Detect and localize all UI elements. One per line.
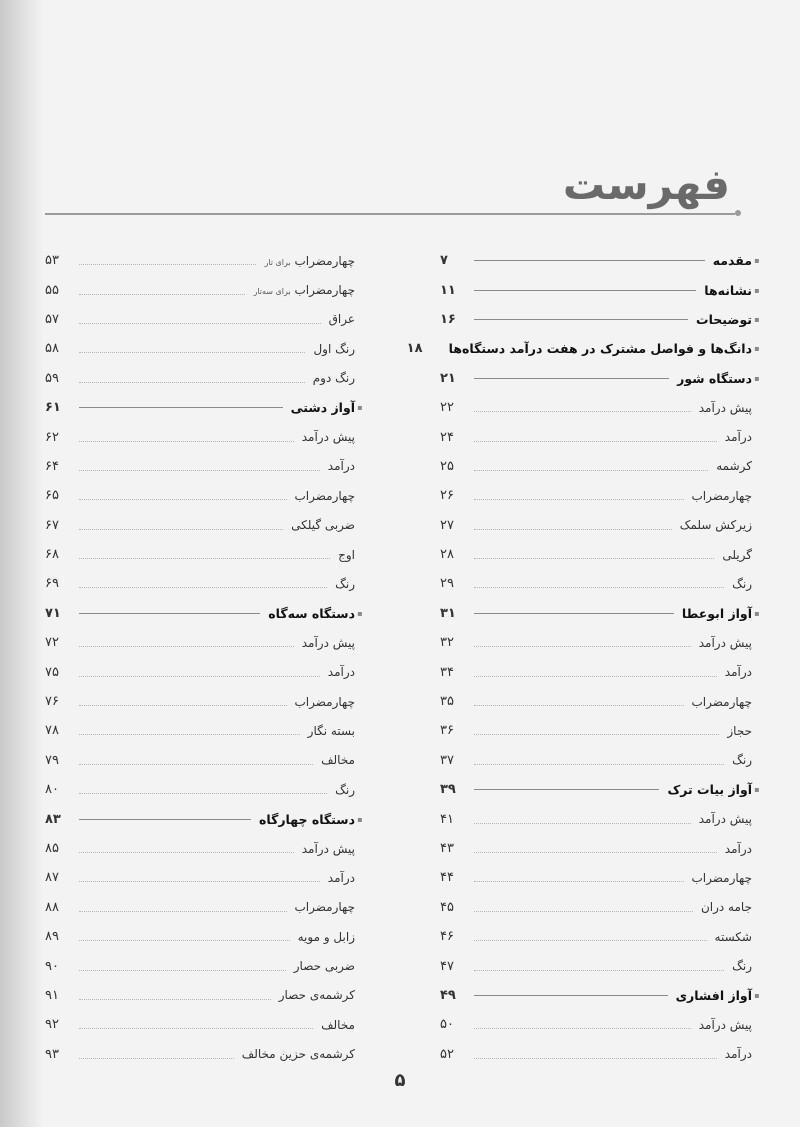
toc-entry-label (290, 959, 355, 973)
toc-entry-title: شکسته (714, 929, 752, 944)
toc-entry-title: دستگاه سه‌گاه (268, 605, 355, 621)
toc-entry-label (695, 1018, 752, 1032)
section-bullet-icon: ▪ (754, 256, 760, 266)
toc-entry-title: رنگ اول (313, 341, 355, 356)
toc-entry-title: درآمد (724, 665, 752, 680)
dot-leader (79, 999, 271, 1000)
toc-entry[interactable] (45, 334, 365, 363)
toc-entry-label (334, 548, 355, 562)
toc-entry[interactable] (440, 364, 762, 393)
toc-entry-label (331, 783, 355, 797)
toc-entry-title: اوج (338, 547, 355, 562)
toc-entry-label (325, 312, 355, 326)
toc-entry-label (721, 842, 752, 856)
toc-entry-label (695, 812, 752, 826)
dot-leader (79, 734, 300, 735)
toc-entry-label (445, 341, 752, 356)
dot-leader (79, 940, 290, 941)
toc-entry-page: ۷۵ (45, 664, 59, 680)
toc-entry-page: ۶۹ (45, 576, 59, 592)
toc-entry-page: ۱۸ (406, 341, 423, 357)
toc-entry-page: ۷۱ (45, 605, 61, 621)
book-spine-shadow (0, 0, 44, 1127)
toc-entry-title: مخالف (321, 753, 355, 768)
toc-column-right (406, 246, 762, 1069)
toc-entry-label (309, 371, 355, 385)
toc-entry[interactable] (45, 540, 365, 569)
dot-leader (474, 789, 659, 790)
toc-entry-title: کرشمه‌ی حزین مخالف (241, 1047, 355, 1062)
toc-entry-label (718, 548, 752, 562)
toc-entry-label (238, 1047, 355, 1061)
toc-entry-title: جامه دران (700, 900, 752, 915)
dot-leader (474, 260, 705, 261)
toc-entry-label (711, 930, 752, 944)
toc-entry[interactable] (45, 981, 365, 1010)
dot-leader (474, 378, 669, 379)
toc-entry-page: ۱۱ (440, 282, 456, 298)
toc-entry-label (298, 430, 355, 444)
toc-entry-label (721, 430, 752, 444)
dot-leader (79, 323, 321, 324)
toc-entry-title: چهارمضراب (294, 488, 355, 503)
toc-entry-title: دستگاه شور (677, 370, 752, 386)
toc-entry-page: ۵۳ (45, 253, 59, 269)
toc-entry[interactable] (45, 569, 365, 598)
toc-entry[interactable] (45, 305, 365, 334)
dot-leader (79, 705, 287, 706)
dot-leader (474, 613, 674, 614)
section-bullet-icon: ▪ (754, 373, 760, 383)
toc-entry-label (697, 900, 752, 914)
dot-leader (79, 499, 287, 500)
dot-leader (79, 470, 320, 471)
dot-leader (474, 499, 684, 500)
toc-entry-page: ۲۹ (440, 576, 454, 592)
dot-leader (474, 676, 717, 677)
dot-leader (79, 911, 287, 912)
toc-entry-page: ۶۱ (45, 400, 61, 416)
toc-entry-page: ۴۷ (440, 958, 454, 974)
section-bullet-icon: ▪ (754, 785, 760, 795)
toc-entry-title: رنگ (732, 576, 752, 591)
toc-entry-label (298, 636, 355, 650)
dot-leader (474, 558, 714, 559)
toc-entry-title: پیش درآمد (301, 430, 355, 445)
toc-entry-note: برای تار (264, 257, 291, 267)
toc-entry[interactable] (45, 364, 365, 393)
toc-entry-label (728, 753, 752, 767)
toc-entry-page: ۲۵ (440, 458, 454, 474)
toc-entry-page: ۴۴ (440, 870, 454, 886)
section-bullet-icon: ▪ (357, 814, 363, 824)
toc-entry-title: چهارمضراب (294, 694, 355, 709)
toc-entry-label (324, 459, 355, 473)
toc-entry-page: ۳۴ (440, 664, 454, 680)
toc-entry-label (676, 518, 752, 532)
dot-leader (474, 881, 684, 882)
toc-entry-title: دستگاه چهارگاه (259, 811, 355, 827)
toc-entry[interactable] (440, 540, 762, 569)
toc-entry[interactable] (440, 657, 762, 686)
toc-entry-page: ۱۶ (440, 311, 456, 327)
toc-entry[interactable] (440, 863, 762, 892)
dot-leader (79, 970, 286, 971)
toc-entry-label (721, 1047, 752, 1061)
toc-entry-title: کرشمه (716, 459, 752, 474)
toc-entry-page: ۹۳ (45, 1046, 59, 1062)
toc-entry-page: ۲۱ (440, 370, 456, 386)
toc-entry[interactable] (406, 334, 762, 363)
dot-leader (474, 911, 693, 912)
toc-entry[interactable] (440, 716, 762, 745)
toc-entry[interactable] (45, 452, 365, 481)
toc-entry-page: ۸۵ (45, 841, 59, 856)
toc-entry-page: ۶۵ (45, 488, 59, 504)
toc-entry-title: مقدمه (712, 253, 752, 269)
toc-entry-title: درآمد (327, 665, 355, 680)
toc-entry[interactable] (45, 422, 365, 451)
dot-leader (79, 793, 327, 794)
toc-entry-note: برای سه‌تار (253, 287, 291, 297)
toc-entry[interactable] (440, 981, 762, 1010)
toc-entry-label (721, 665, 752, 679)
toc-entry-label (317, 1018, 355, 1032)
toc-entry-label (255, 812, 355, 827)
dot-leader (474, 705, 684, 706)
dot-leader (79, 407, 283, 408)
toc-entry[interactable] (440, 746, 762, 775)
toc-entry-page: ۷۹ (45, 752, 59, 768)
toc-entry-page: ۵۸ (45, 341, 59, 357)
section-bullet-icon: ▪ (357, 608, 363, 618)
toc-entry-title: چهارمضراب (691, 488, 752, 503)
toc-entry-page: ۲۶ (440, 488, 454, 504)
toc-entry[interactable] (45, 746, 365, 775)
toc-entry[interactable] (440, 393, 762, 422)
toc-entry-page: ۳۱ (440, 605, 456, 621)
toc-entry[interactable] (440, 922, 762, 951)
toc-entry-title: زابل و مویه (297, 929, 355, 944)
toc-entry-title: ضربی گیلکی (291, 518, 355, 533)
toc-entry-page: ۲۸ (440, 547, 454, 563)
toc-entry-page: ۳۷ (440, 752, 454, 768)
toc-entry-title: رنگ دوم (312, 371, 355, 386)
dot-leader (474, 1058, 717, 1059)
toc-entry[interactable] (45, 804, 365, 833)
dot-leader (79, 819, 251, 820)
toc-entry-label (309, 342, 355, 356)
toc-entry-title: پیش درآمد (698, 1017, 752, 1032)
toc-entry[interactable] (45, 834, 365, 863)
toc-entry[interactable] (440, 804, 762, 833)
toc-entry[interactable] (440, 1010, 762, 1039)
dot-leader (79, 676, 320, 677)
dot-leader (79, 1058, 234, 1059)
toc-entry-title: چهارمضراب (294, 900, 355, 915)
toc-entry-page: ۳۲ (440, 635, 454, 651)
toc-entry-title: چهارمضراب (691, 870, 752, 885)
toc-entry-title: پیش درآمد (698, 635, 752, 650)
dot-leader (474, 1028, 691, 1029)
toc-entry-page: ۵۲ (440, 1046, 454, 1062)
dot-leader (474, 411, 691, 412)
toc-entry-label (275, 988, 355, 1002)
toc-entry[interactable] (440, 775, 762, 804)
toc-entry-title: آواز ابوعطا (681, 605, 752, 621)
toc-entry[interactable] (45, 628, 365, 657)
toc-entry[interactable] (45, 922, 365, 951)
toc-entry[interactable] (45, 863, 365, 892)
toc-entry[interactable] (440, 422, 762, 451)
toc-entry-label (294, 930, 355, 944)
toc-entry-page: ۵۰ (440, 1017, 454, 1033)
toc-entry-title: آواز افشاری (675, 987, 752, 1003)
toc-entry[interactable] (45, 1010, 365, 1039)
toc-entry-label (673, 371, 752, 386)
toc-entry[interactable] (45, 511, 365, 540)
toc-entry-label (298, 842, 355, 856)
dot-leader (474, 823, 691, 824)
dot-leader (79, 558, 330, 559)
toc-entry-title: نشانه‌ها (704, 282, 752, 298)
toc-entry-page: ۲۷ (440, 517, 454, 533)
toc-entry-label (291, 900, 356, 914)
toc-entry-title: درآمد (724, 841, 752, 856)
section-bullet-icon: ▪ (754, 285, 760, 295)
dot-leader (79, 587, 327, 588)
toc-entry-label (260, 254, 355, 268)
toc-entry-title: رنگ (732, 753, 752, 768)
section-bullet-icon: ▪ (754, 990, 760, 1000)
toc-entry-page: ۸۰ (45, 782, 59, 798)
page-number: ۵ (394, 1070, 406, 1091)
toc-entry[interactable] (45, 481, 365, 510)
toc-entry-label (291, 695, 356, 709)
toc-entry-page: ۷۲ (45, 635, 59, 651)
toc-entry-title: چهارمضراب (294, 253, 355, 268)
toc-entry-page: ۶۷ (45, 517, 59, 533)
toc-entry-title: رنگ (732, 959, 752, 974)
toc-entry[interactable] (440, 569, 762, 598)
toc-entry-label (264, 606, 355, 621)
toc-column-left (45, 246, 365, 1069)
toc-entry[interactable] (45, 246, 365, 275)
toc-entry[interactable] (440, 275, 762, 304)
toc-entry-label (331, 577, 355, 591)
toc-entry-page: ۵۹ (45, 370, 59, 386)
toc-entry[interactable] (440, 951, 762, 980)
dot-leader (474, 529, 672, 530)
dot-leader (474, 734, 719, 735)
toc-entry-label (317, 753, 355, 767)
dot-leader (79, 613, 260, 614)
toc-entry-page: ۶۲ (45, 429, 59, 445)
toc-entry[interactable] (45, 687, 365, 716)
toc-entry-label (709, 253, 752, 268)
dot-leader (79, 852, 294, 853)
toc-entry-page: ۲۲ (440, 400, 454, 416)
toc-entry-label (728, 577, 752, 591)
toc-entry[interactable] (440, 511, 762, 540)
section-bullet-icon: ▪ (754, 608, 760, 618)
toc-entry-page: ۸۸ (45, 899, 59, 915)
dot-leader (474, 290, 696, 291)
dot-leader (79, 264, 256, 265)
toc-entry-page: ۳۶ (440, 723, 454, 739)
toc-entry-label (728, 959, 752, 973)
toc-entry-title: پیش درآمد (698, 812, 752, 827)
toc-entry[interactable] (440, 599, 762, 628)
toc-entry[interactable] (45, 775, 365, 804)
toc-entry-title: بسته نگار (307, 723, 355, 738)
toc-entry-page: ۴۱ (440, 811, 454, 827)
toc-entry-label (663, 782, 752, 797)
toc-entry-title: رنگ (335, 576, 355, 591)
toc-entry[interactable] (440, 834, 762, 863)
toc-entry-label (688, 871, 753, 885)
toc-entry[interactable] (440, 246, 762, 275)
toc-entry-title: مخالف (321, 1017, 355, 1032)
toc-entry-label (249, 283, 355, 297)
toc-entry-title: کرشمه‌ی حصار (278, 988, 355, 1003)
toc-entry-page: ۴۳ (440, 841, 454, 856)
toc-entry[interactable] (45, 393, 365, 422)
toc-entry-page: ۸۹ (45, 929, 59, 945)
toc-entry-title: چهارمضراب (691, 694, 752, 709)
toc-entry[interactable] (45, 716, 365, 745)
toc-entry-label (678, 606, 752, 621)
page-title: فهرست (562, 160, 730, 209)
dot-leader (474, 852, 717, 853)
toc-entry-label (700, 283, 752, 298)
toc-entry-page: ۶۸ (45, 547, 59, 563)
toc-entry-label (695, 636, 752, 650)
toc-entry-page: ۵۷ (45, 311, 59, 327)
toc-entry-page: ۷ (440, 253, 448, 269)
dot-leader (79, 1028, 313, 1029)
dot-leader (474, 995, 668, 996)
toc-entry[interactable] (45, 893, 365, 922)
toc-entry-title: رنگ (335, 782, 355, 797)
toc-entry-page: ۹۱ (45, 987, 59, 1003)
toc-entry-page: ۴۹ (440, 987, 456, 1003)
toc-entry-page: ۷۸ (45, 723, 59, 739)
toc-entry-page: ۵۵ (45, 282, 59, 298)
dot-leader (474, 646, 691, 647)
toc-entry[interactable] (440, 687, 762, 716)
toc-entry-label (688, 489, 753, 503)
toc-entry-title: درآمد (724, 430, 752, 445)
toc-entry-label (692, 312, 752, 327)
dot-leader (474, 470, 708, 471)
toc-entry-label (695, 401, 752, 415)
toc-entry-label (287, 400, 355, 415)
toc-entry-label (723, 724, 752, 738)
toc-entry-title: پیش درآمد (698, 400, 752, 415)
toc-entry[interactable] (440, 893, 762, 922)
toc-entry-page: ۴۶ (440, 929, 454, 945)
toc-entry-label (291, 489, 356, 503)
section-bullet-icon: ▪ (754, 314, 760, 324)
toc-entry-page: ۹۲ (45, 1017, 59, 1033)
toc-entry[interactable] (440, 628, 762, 657)
toc-entry[interactable] (45, 951, 365, 980)
toc-entry-title: حجاز (727, 723, 752, 738)
toc-entry-title: درآمد (327, 870, 355, 885)
toc-entry-label (712, 459, 752, 473)
toc-entry-label (672, 988, 752, 1003)
toc-entry-title: پیش درآمد (301, 841, 355, 856)
dot-leader (474, 319, 688, 320)
dot-leader (474, 940, 707, 941)
toc-entry-title: پیش درآمد (301, 635, 355, 650)
toc-entry-page: ۲۴ (440, 429, 454, 445)
toc-entry-title: توضیحات (696, 311, 752, 327)
toc-entry[interactable] (45, 1040, 365, 1069)
toc-entry-label (304, 724, 355, 738)
toc-entry[interactable] (440, 305, 762, 334)
dot-leader (79, 764, 313, 765)
dot-leader (79, 881, 320, 882)
title-rule (45, 213, 735, 215)
toc-entry-title: درآمد (724, 1047, 752, 1062)
toc-entry-page: ۹۰ (45, 958, 59, 974)
toc-entry-label (287, 518, 355, 532)
toc-entry-title: آواز بیات ترک (667, 782, 752, 798)
title-rule-dot (735, 210, 741, 216)
dot-leader (79, 441, 294, 442)
toc-entry-title: آواز دشتی (290, 400, 355, 416)
toc-entry-page: ۳۹ (440, 782, 456, 798)
toc-entry-page: ۶۴ (45, 458, 59, 474)
toc-entry-page: ۴۵ (440, 899, 454, 915)
toc-entry-title: زیرکش سلمک (679, 518, 752, 533)
toc-entry-title: عراق (328, 312, 355, 327)
toc-entry-title: ضربی حصار (293, 959, 355, 974)
toc-entry[interactable] (45, 657, 365, 686)
toc-entry-page: ۷۶ (45, 694, 59, 710)
toc-entry-page: ۸۳ (45, 811, 61, 827)
toc-entry-label (688, 695, 753, 709)
toc-entry-title: دانگ‌ها و فواصل مشترک در هفت درآمد دستگاه‌ها (448, 341, 752, 357)
dot-leader (79, 294, 245, 295)
dot-leader (79, 646, 294, 647)
toc-entry-page: ۳۵ (440, 694, 454, 710)
toc-entry[interactable] (45, 599, 365, 628)
dot-leader (474, 441, 717, 442)
toc-entry[interactable] (45, 275, 365, 304)
dot-leader (79, 529, 283, 530)
dot-leader (79, 382, 305, 383)
toc-entry[interactable] (440, 452, 762, 481)
toc-entry[interactable] (440, 1040, 762, 1069)
dot-leader (79, 352, 305, 353)
toc-entry-title: چهارمضراب (294, 283, 355, 298)
section-bullet-icon: ▪ (754, 344, 760, 354)
section-bullet-icon: ▪ (357, 403, 363, 413)
toc-entry[interactable] (440, 481, 762, 510)
toc-entry-label (324, 871, 355, 885)
toc-entry-title: گریلی (722, 547, 752, 562)
toc-entry-title: درآمد (327, 459, 355, 474)
dot-leader (474, 970, 724, 971)
dot-leader (474, 764, 724, 765)
toc-entry-label (324, 665, 355, 679)
toc-entry-page: ۸۷ (45, 870, 59, 886)
dot-leader (474, 587, 724, 588)
